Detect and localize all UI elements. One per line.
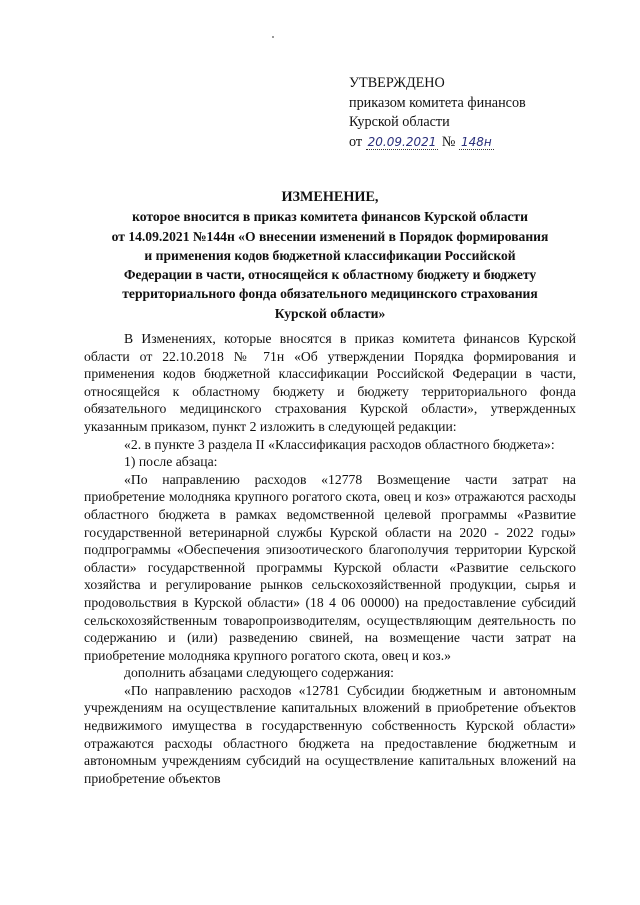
scan-speck bbox=[272, 36, 274, 38]
paragraph-2: «2. в пункте 3 раздела II «Классификация расходов областного бюджета»: bbox=[124, 436, 555, 452]
document-title bbox=[84, 188, 576, 323]
title-line-1: ИЗМЕНЕНИЕ, bbox=[281, 189, 379, 205]
from-label: от bbox=[349, 133, 363, 150]
title-line-2: которое вносится в приказ комитета финансов Курской области bbox=[132, 209, 528, 225]
paragraph-4: «По направлению расходов «12778 Возмещение части затрат на приобретение молодняка крупного рогатого скота, овец и коз» отражаются расходы областного бюджета в рамках ведомственной целевой программы «Развитие государственной ветеринарной службы Курской области на 2020 - 2022 годы» подпрограммы «Обеспечения эпизоотического благополучия территории Курской области» государственной программы Курской области «Развитие сельского хозяйства и регулирование рынков сельскохозяйственной продукции, сырья и продовольствия в Курской области» (18 4 06 00000) на предоставление субсидий сельскохозяйственным товаропроизводителям, осуществляющим деятельность по содержанию и (или) разведению свиней, на возмещение части затрат на приобретение молодняка крупного рогатого скота, овец и коз.» bbox=[84, 471, 576, 663]
number-label: № bbox=[441, 133, 456, 150]
title-line-5: Федерации в части, относящейся к областному бюджету и бюджету bbox=[123, 267, 537, 283]
title-line-4: и применения кодов бюджетной классификации Российской bbox=[144, 247, 516, 263]
paragraph-5: дополнить абзацами следующего содержания: bbox=[124, 665, 394, 681]
approval-issuer: приказом комитета финансов bbox=[349, 94, 526, 111]
paragraph-3: 1) после абзаца: bbox=[124, 454, 218, 470]
handwritten-number: 148н bbox=[461, 134, 492, 149]
approval-title: УТВЕРЖДЕНО bbox=[349, 75, 445, 91]
approval-date-number-line bbox=[349, 133, 526, 153]
handwritten-date: 20.09.2021 bbox=[367, 134, 437, 149]
title-line-6: территориального фонда обязательного медицинского страхования bbox=[122, 286, 538, 302]
title-line-7: Курской области» bbox=[274, 305, 386, 321]
paragraph-6: «По направлению расходов «12781 Субсидии бюджетным и автономным учреждениям на осуществление капитальных вложений в приобретение объектов недвижимого имущества в государственную собственность Курской области» отражаются расходы областного бюджета на предоставление бюджетным и автономным учреждениям субсидий на осуществление капитальных вложений на приобретение объектов bbox=[84, 682, 576, 786]
paragraph-1: В Изменениях, которые вносятся в приказ комитета финансов Курской области от 22.10.2018 № 71н «Об утверждении Порядка формирования и применения кодов бюджетной классификации Российской Федерации в части, относящейся к областному бюджету и бюджету территориального фонда обязательного медицинского страхования Курской области», утвержденных указанным приказом, пункт 2 изложить в следующей редакции: bbox=[84, 331, 576, 434]
approval-region: Курской области bbox=[349, 114, 450, 130]
title-line-3: от 14.09.2021 №144н «О внесении изменений в Порядок формирования bbox=[111, 228, 549, 244]
approval-stamp-block bbox=[349, 74, 526, 152]
document-body bbox=[84, 330, 576, 787]
